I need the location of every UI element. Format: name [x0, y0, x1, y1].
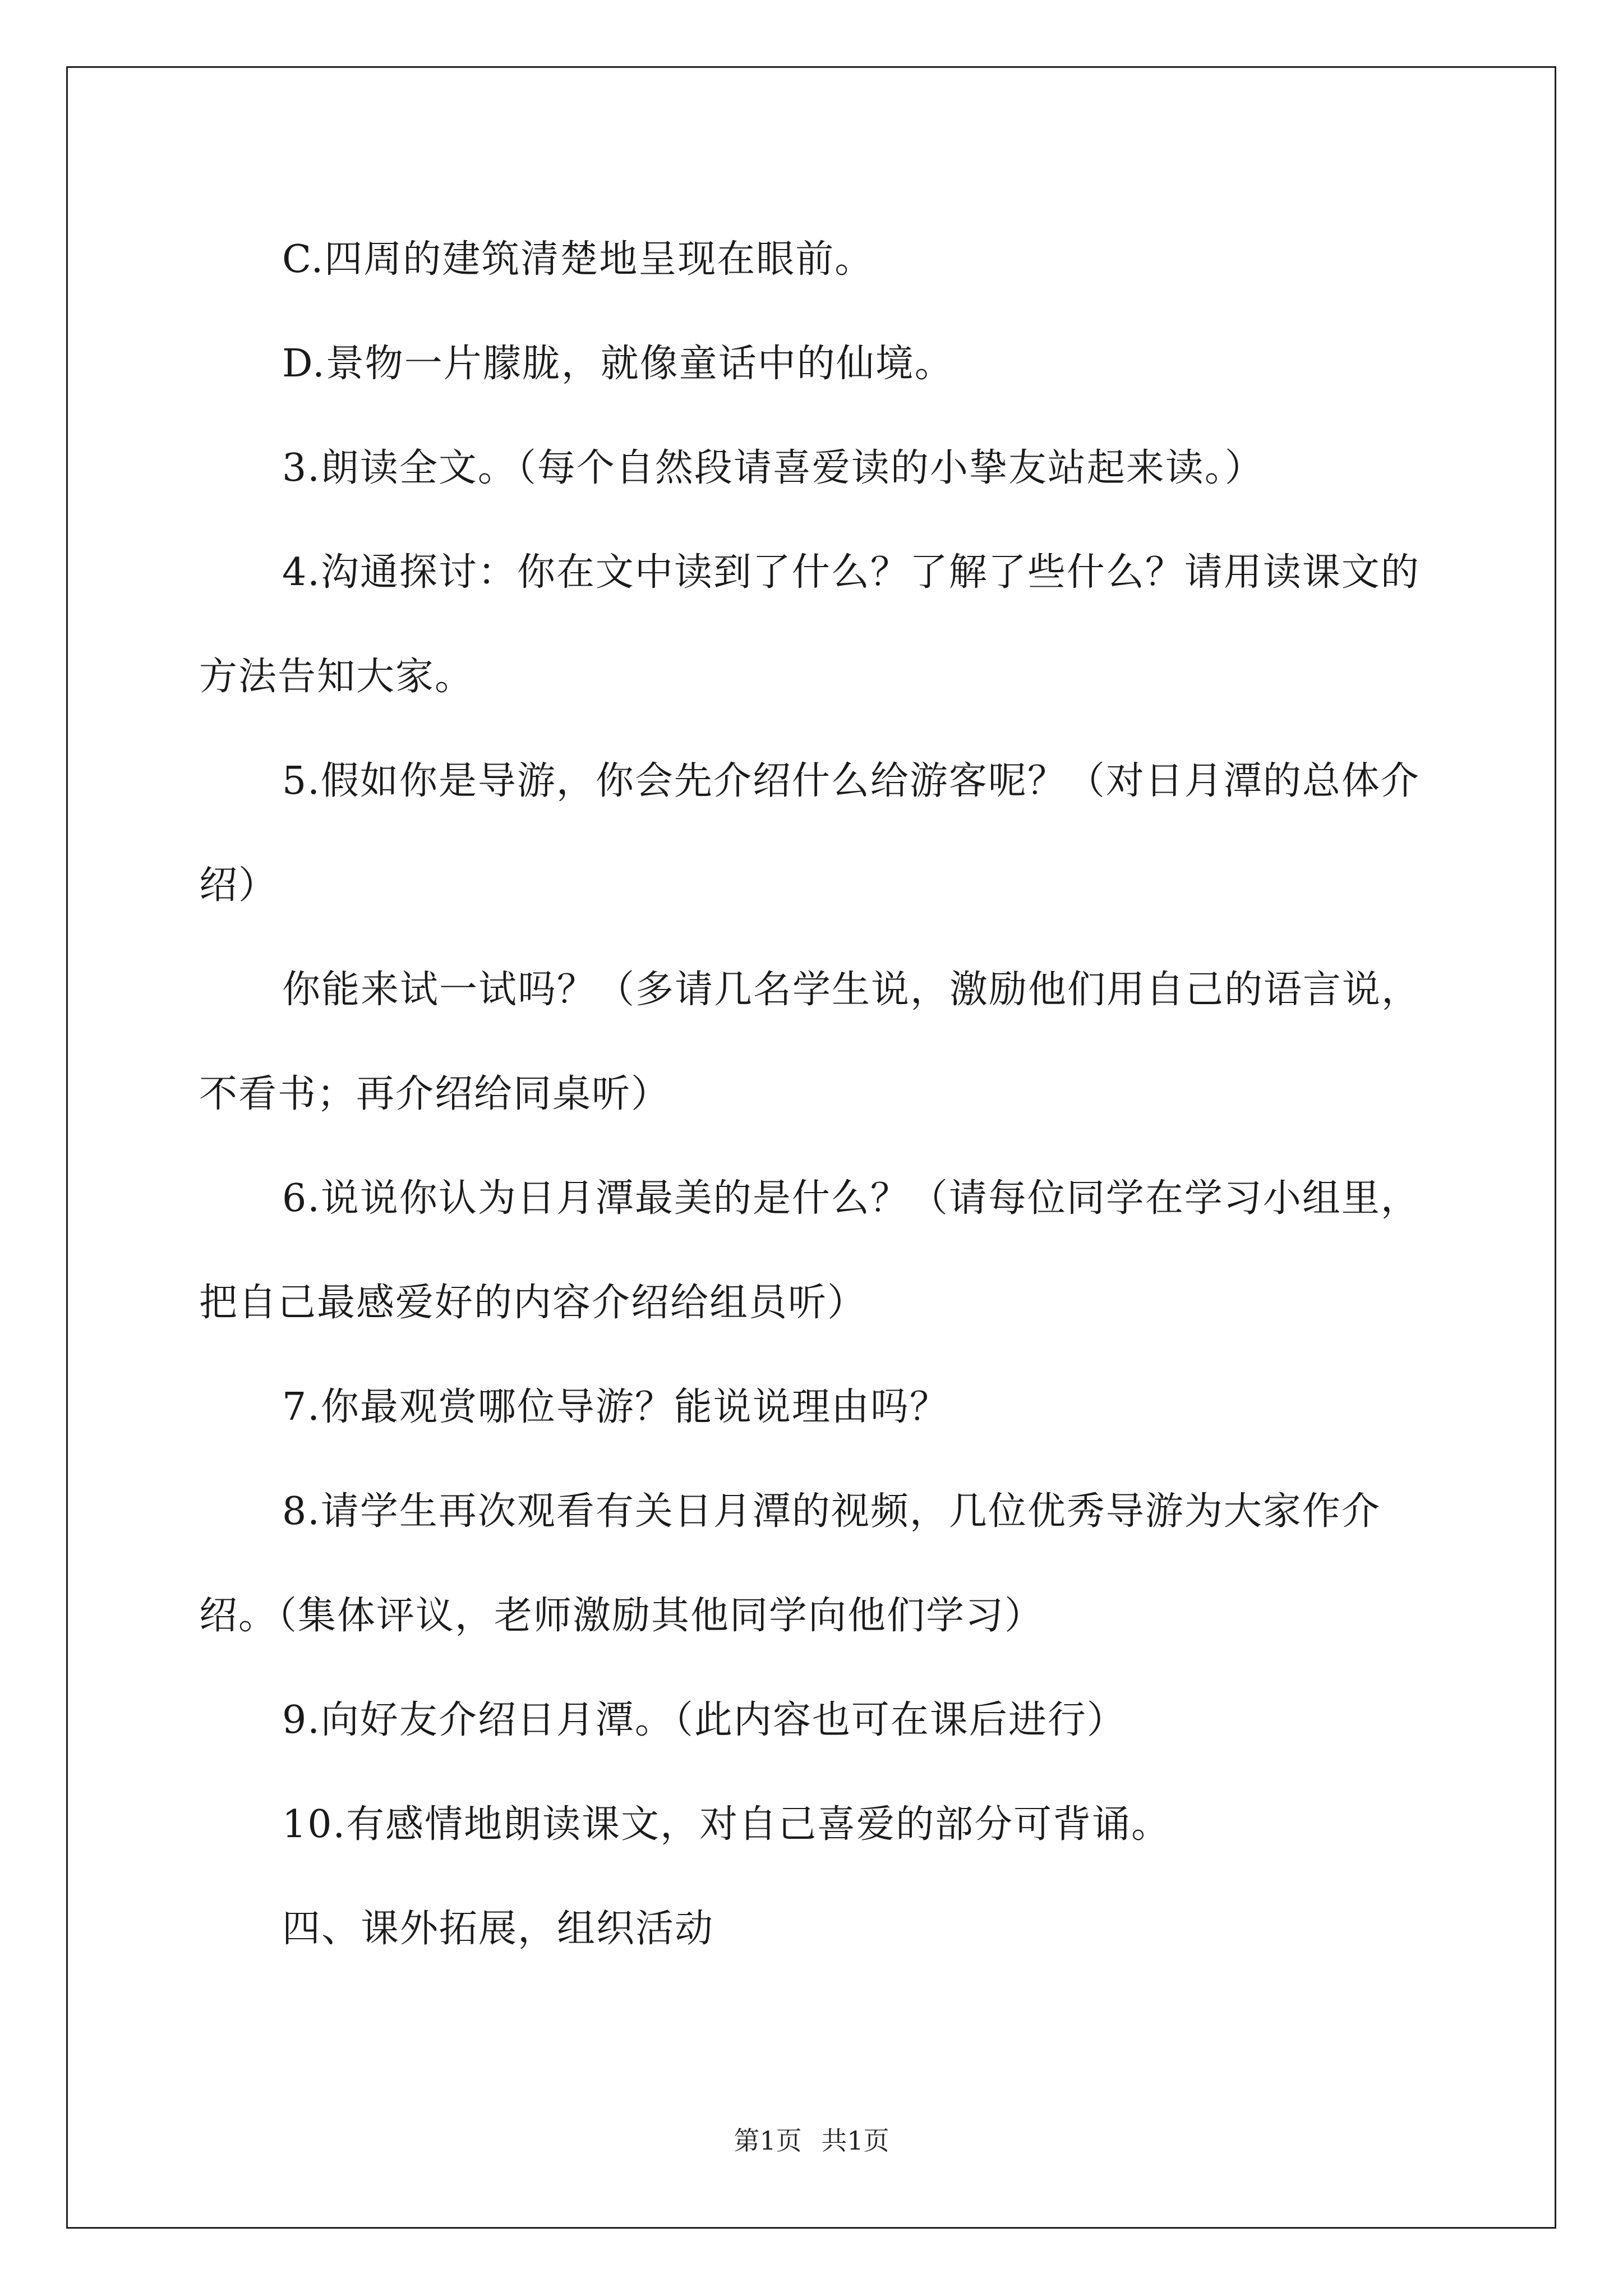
paragraph-step-3: 3.朗读全文。（每个自然段请喜爱读的小挚友站起来读。） [282, 446, 1264, 490]
section-heading-4: 四、课外拓展，组织活动 [282, 1907, 714, 1951]
paragraph-option-c: C.四周的建筑清楚地呈现在眼前。 [282, 237, 874, 282]
paragraph-step-5-followup: 你能来试一试吗？（多请几名学生说，激励他们用自己的语言说，不看书；再介绍给同桌听） [199, 968, 1421, 1116]
paragraph-step-7: 7.你最观赏哪位导游？能说说理由吗？ [282, 1385, 949, 1429]
paragraph-step-5: 5.假如你是导游，你会先介绍什么给游客呢？（对日月潭的总体介绍） [199, 759, 1420, 908]
page-footer [0, 2120, 1623, 2157]
paragraph-step-9: 9.向好友介绍日月潭。（此内容也可在课后进行） [282, 1698, 1126, 1742]
paragraph-step-8: 8.请学生再次观看有关日月潭的视频，几位优秀导游为大家作介绍。（集体评议，老师激励其他同学向他们学习） [199, 1489, 1381, 1638]
document-body [199, 208, 1433, 1981]
paragraph-step-6: 6.说说你认为日月潭最美的是什么？（请每位同学在学习小组里，把自己最感爱好的内容介绍给组员听） [199, 1176, 1420, 1325]
total-pages: 共1页 [821, 2125, 889, 2156]
paragraph-option-d: D.景物一片朦胧，就像童话中的仙境。 [282, 342, 954, 386]
paragraph-step-10: 10.有感情地朗读课文，对自己喜爱的部分可背诵。 [282, 1802, 1171, 1847]
paragraph-step-4: 4.沟通探讨：你在文中读到了什么？了解了些什么？请用读课文的方法告知大家。 [199, 550, 1420, 699]
page-number: 第1页 [734, 2125, 802, 2156]
